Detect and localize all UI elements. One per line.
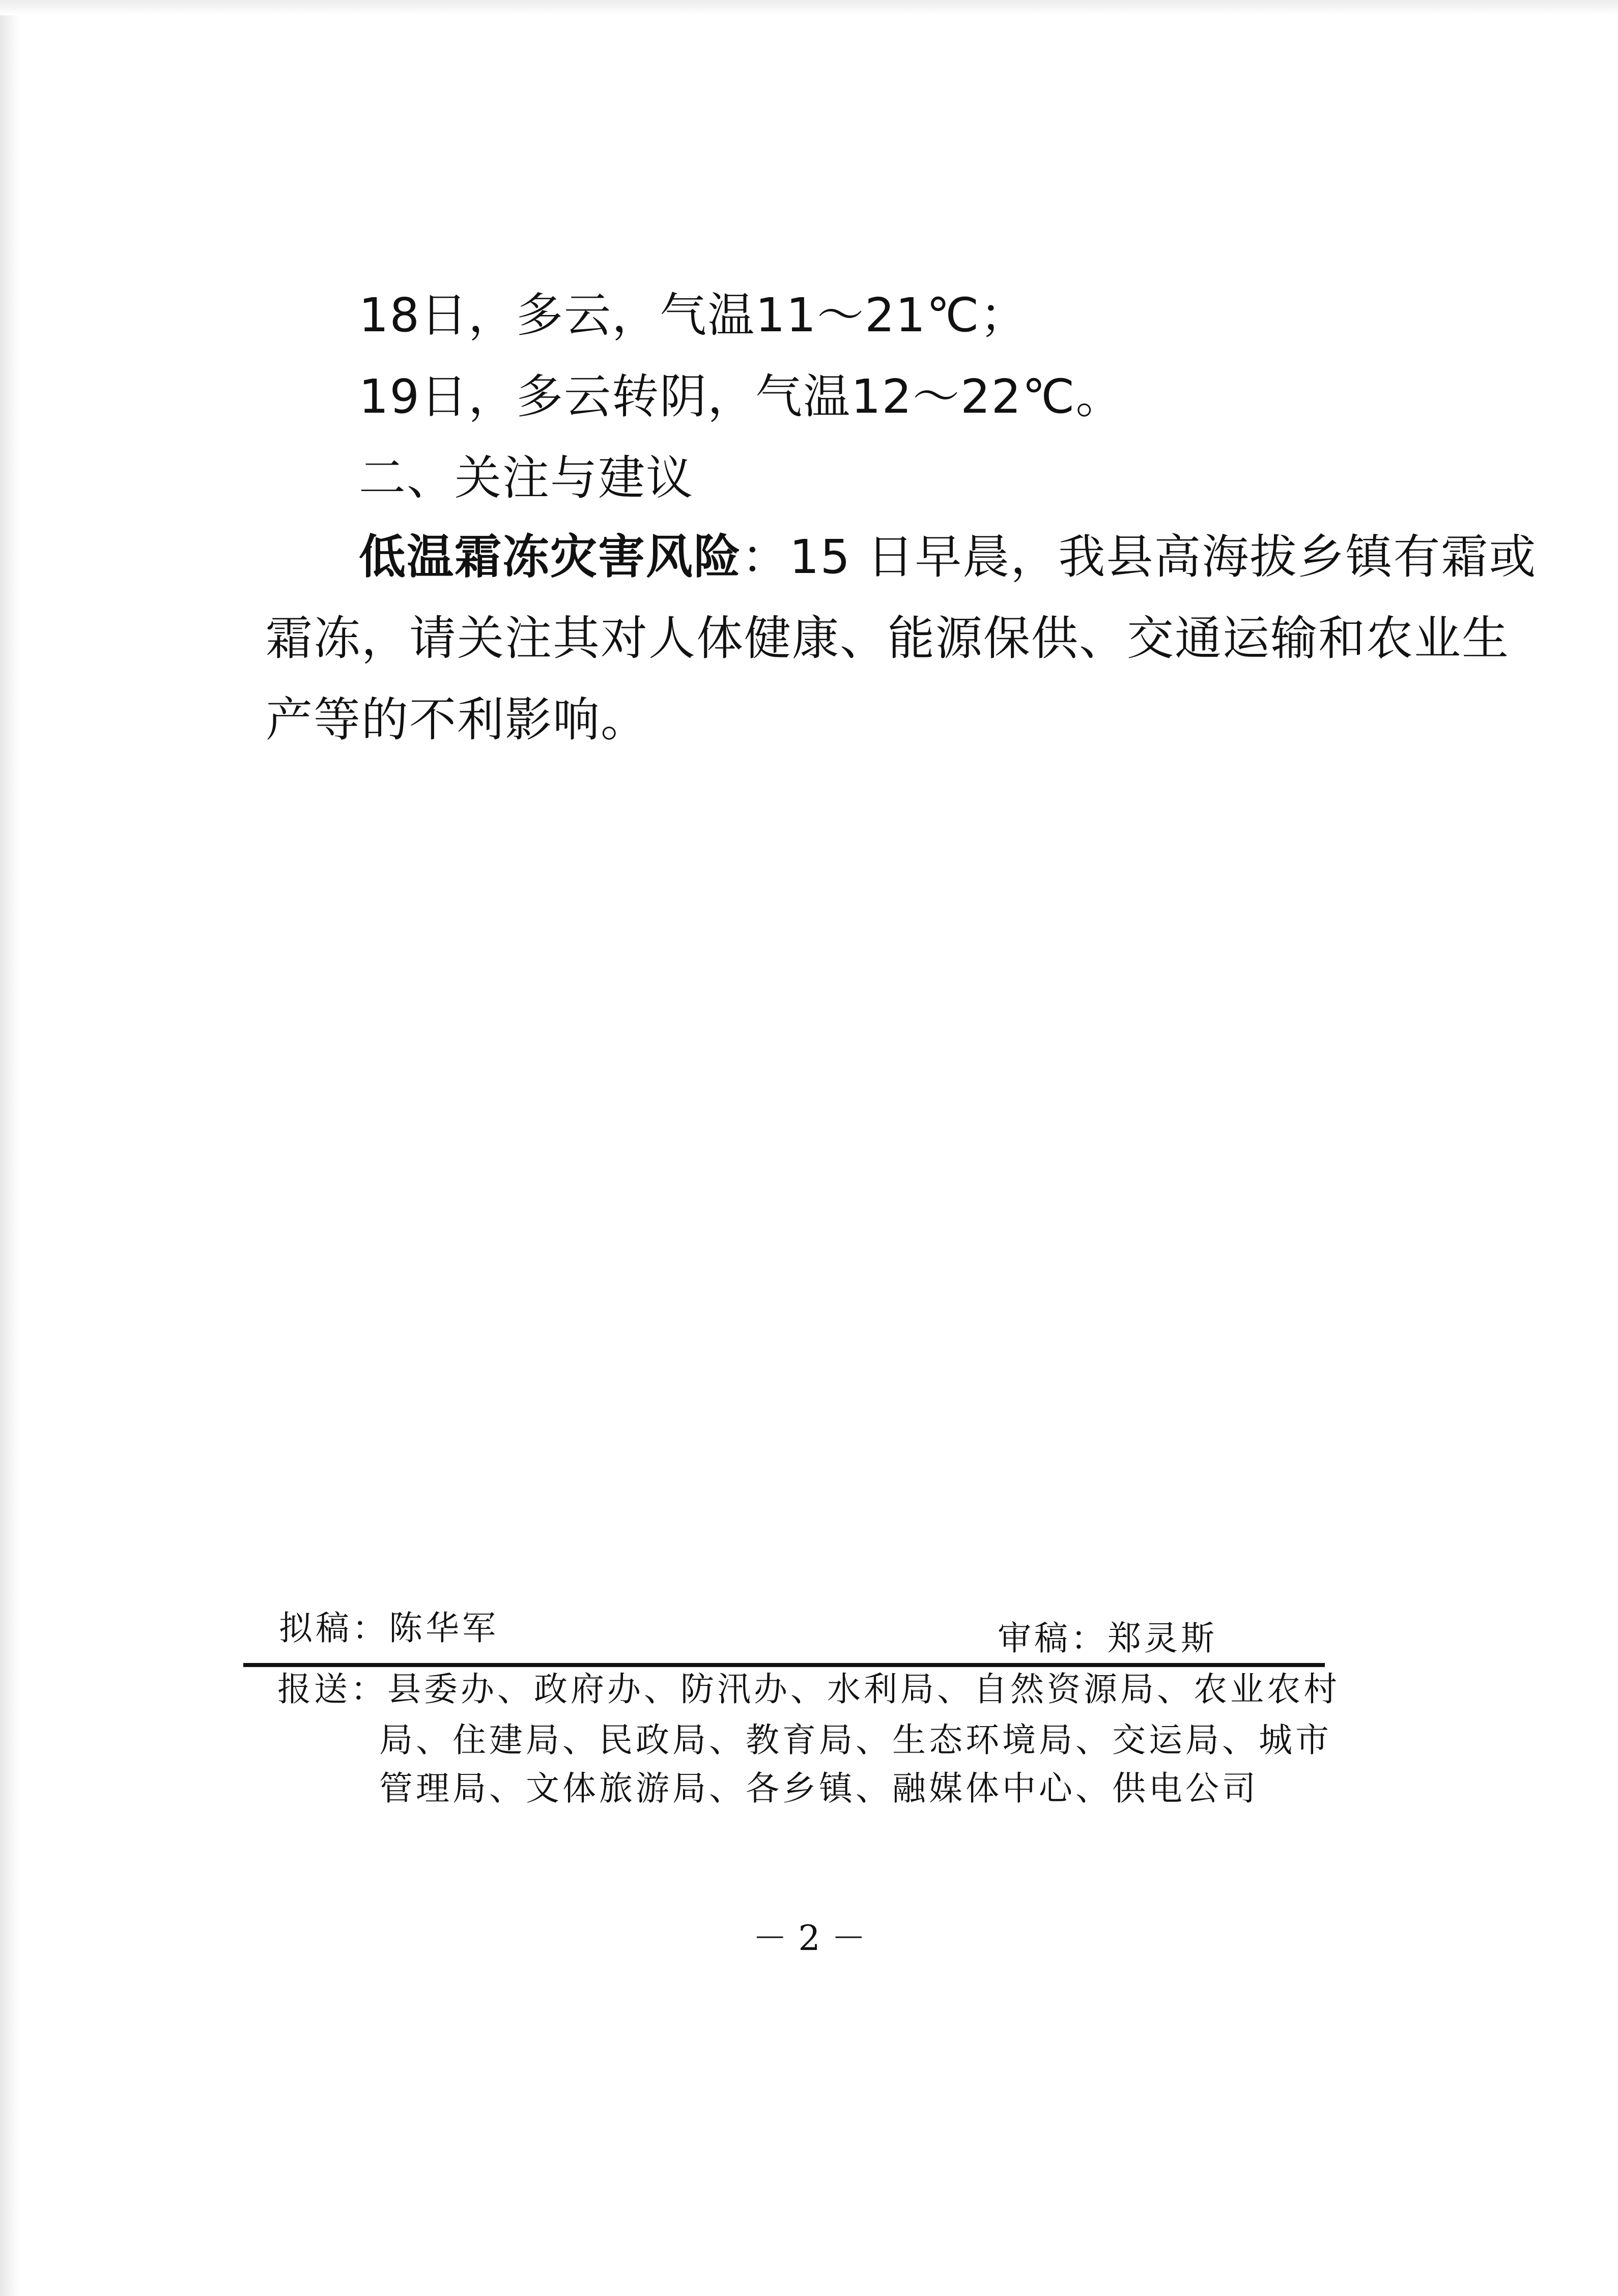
forecast-day-18: 18日，多云，气温11～21℃； — [359, 288, 1028, 342]
risk-paragraph-line-1 — [359, 527, 1537, 588]
risk-text-1: ：15 日早晨，我县高海拔乡镇有霜或 — [742, 530, 1537, 584]
recipients-line-2: 局、住建局、民政局、教育局、生态环境局、交运局、城市 — [379, 1720, 1332, 1760]
risk-paragraph-line-3: 产等的不利影响。 — [266, 693, 649, 747]
recipients-line-1: 报送：县委办、政府办、防汛办、水利局、自然资源局、农业农村 — [277, 1670, 1340, 1709]
risk-paragraph-line-2: 霜冻，请关注其对人体健康、能源保供、交通运输和农业生 — [266, 611, 1510, 666]
risk-label: 低温霜冻灾害风险 — [359, 530, 742, 584]
drafter: 拟稿：陈华军 — [279, 1609, 499, 1648]
page-number: － 2 － — [752, 1918, 866, 1959]
scan-edge-left — [0, 0, 19, 2296]
forecast-day-19: 19日，多云转阴，气温12～22℃。 — [359, 369, 1124, 424]
scan-edge-top — [0, 0, 1618, 15]
section-heading: 二、关注与建议 — [359, 451, 694, 505]
recipients-line-3: 管理局、文体旅游局、各乡镇、融媒体中心、供电公司 — [379, 1769, 1259, 1808]
reviewer: 审稿：郑灵斯 — [998, 1619, 1217, 1658]
